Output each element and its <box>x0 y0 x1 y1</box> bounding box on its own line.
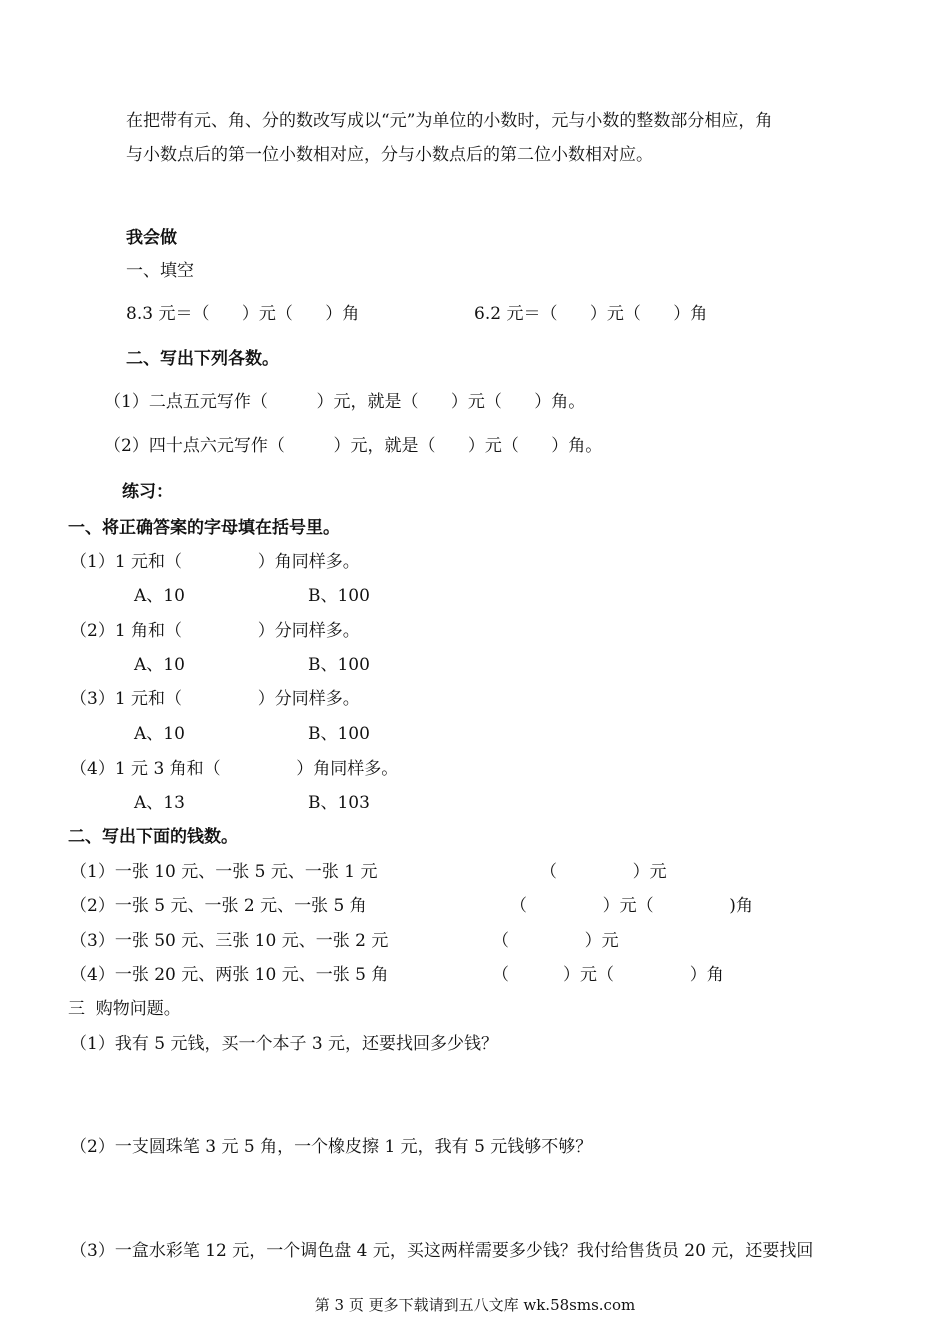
write-numbers-question-1: （1）二点五元写作（ ）元，就是（ ）元（ ）角。 <box>104 392 586 412</box>
money-question-1: （1）一张 10 元、一张 5 元、一张 1 元 <box>70 862 378 882</box>
shopping-question-3: （3）一盒水彩笔 12 元，一个调色盘 4 元，买这两样需要多少钱？我付给售货员 20 元，还要找回 <box>70 1241 814 1261</box>
choice-option-a: A、10 <box>134 655 185 675</box>
money-answer-2: （ ）元（ )角 <box>510 896 753 916</box>
choice-option-b: B、100 <box>308 586 370 606</box>
write-numbers-question-2: （2）四十点六元写作（ ）元，就是（ ）元（ ）角。 <box>104 436 603 456</box>
shopping-question-2: （2）一支圆珠笔 3 元 5 角，一个橡皮擦 1 元，我有 5 元钱够不够？ <box>70 1137 593 1157</box>
practice-part1-title: 一、将正确答案的字母填在括号里。 <box>68 518 340 538</box>
page-footer: 第 3 页 更多下载请到五八文库 wk.58sms.com <box>314 1296 636 1314</box>
intro-paragraph <box>126 104 886 172</box>
practice-part3-title: 三 购物问题。 <box>68 999 181 1019</box>
practice-part2-title: 二、写出下面的钱数。 <box>68 827 238 847</box>
choice-option-b: B、100 <box>308 724 370 744</box>
intro-line-2: 与小数点后的第一位小数相对应，分与小数点后的第二位小数相对应。 <box>126 145 653 165</box>
money-question-2: （2）一张 5 元、一张 2 元、一张 5 角 <box>70 896 367 916</box>
write-numbers-title: 二、写出下列各数。 <box>126 349 279 369</box>
choice-option-b: B、100 <box>308 655 370 675</box>
fill-blank-title: 一、填空 <box>126 261 194 281</box>
intro-line-1: 在把带有元、角、分的数改写成以“元”为单位的小数时，元与小数的整数部分相应，角 <box>126 111 773 131</box>
money-answer-4: （ ）元（ ）角 <box>492 965 724 985</box>
money-answer-1: （ ）元 <box>540 862 667 882</box>
fill-blank-question-1: 8.3 元＝（ ）元（ ）角 <box>126 304 360 324</box>
money-question-3: （3）一张 50 元、三张 10 元、一张 2 元 <box>70 931 389 951</box>
choice-question-1: （1）1 元和（ ）角同样多。 <box>70 552 360 572</box>
fill-blank-question-2: 6.2 元＝（ ）元（ ）角 <box>474 304 708 324</box>
choice-option-a: A、13 <box>134 793 185 813</box>
money-answer-3: （ ）元 <box>492 931 619 951</box>
shopping-question-1: （1）我有 5 元钱，买一个本子 3 元，还要找回多少钱？ <box>70 1034 499 1054</box>
choice-option-b: B、103 <box>308 793 370 813</box>
choice-question-2: （2）1 角和（ ）分同样多。 <box>70 621 360 641</box>
section-title-wohuizuo: 我会做 <box>126 228 177 248</box>
choice-question-4: （4）1 元 3 角和（ ）角同样多。 <box>70 759 399 779</box>
choice-question-3: （3）1 元和（ ）分同样多。 <box>70 689 360 709</box>
choice-option-a: A、10 <box>134 724 185 744</box>
practice-title: 练习： <box>122 482 173 502</box>
choice-option-a: A、10 <box>134 586 185 606</box>
money-question-4: （4）一张 20 元、两张 10 元、一张 5 角 <box>70 965 389 985</box>
